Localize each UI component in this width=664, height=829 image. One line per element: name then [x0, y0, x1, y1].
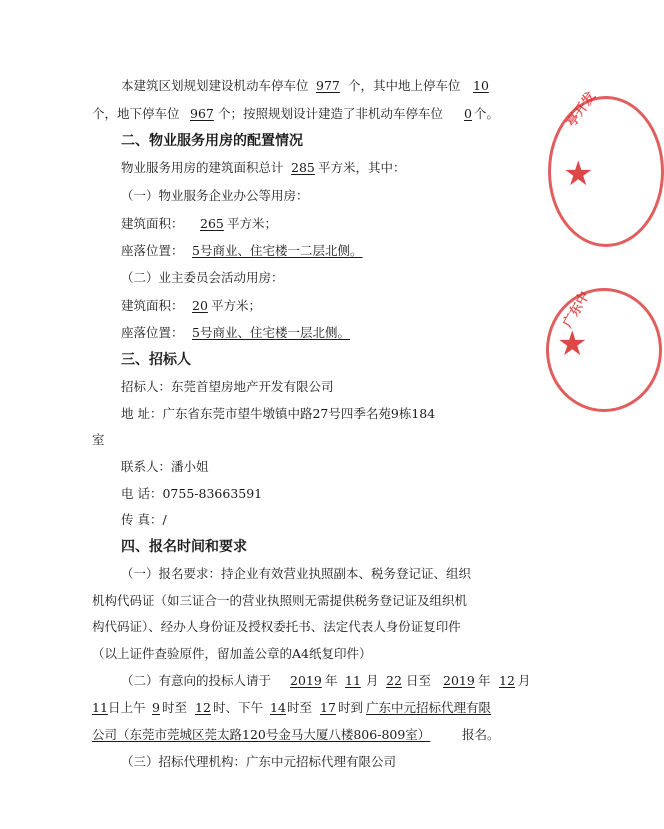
- red-seal-top: [548, 89, 664, 247]
- committee-location-value: 5号商业、住宅楼一层北侧。: [192, 325, 350, 340]
- end-month: 12: [499, 673, 515, 688]
- office-area-unit: 平方米；: [227, 216, 278, 231]
- time-text-month2: 月: [518, 673, 531, 688]
- start-month: 11: [345, 673, 361, 688]
- committee-area-value: 20: [192, 298, 208, 313]
- parking-text-e: 个。: [474, 106, 500, 121]
- morning-start-hour: 9: [152, 700, 160, 715]
- committee-area-unit: 平方米；: [211, 298, 262, 313]
- requirements-line2: 机构代码证（如三证合一的营业执照则无需提供税务登记证及组织机: [92, 593, 468, 608]
- committee-area-label: 建筑面积：: [121, 298, 184, 313]
- end-year: 2019: [443, 673, 475, 688]
- seal-star-icon: ★: [557, 324, 588, 364]
- afternoon-end-hour: 17: [320, 700, 336, 715]
- time-text-to2: 时至: [287, 700, 313, 715]
- parking-text-c: 个，地下停车位: [92, 106, 180, 121]
- ground-parking-value: 10: [473, 78, 489, 93]
- seal-top-text: 亭开发: [564, 89, 599, 130]
- service-area-text-a: 物业服务用房的建筑面积总计: [121, 160, 284, 175]
- tenderer-contact: 联系人：潘小姐: [121, 459, 209, 474]
- committee-location-label: 座落位置：: [121, 325, 184, 340]
- time-text-morning: 日上午: [108, 700, 146, 715]
- seal-bottom-text: 广东中: [560, 289, 593, 331]
- non-motor-parking-value: 0: [464, 106, 472, 121]
- requirements-line4: （以上证件查验原件，留加盖公章的A4纸复印件）: [92, 646, 372, 661]
- tenderer-address-cont: 室: [92, 432, 105, 447]
- tenderer-name: 招标人：东莞首望房地产开发有限公司: [121, 379, 334, 394]
- time-text-arrive: 时到: [338, 700, 364, 715]
- parking-text-d: 个；按照规划设计建造了非机动车停车位: [218, 106, 444, 121]
- requirements-line3: 构代码证）、经办人身份证及授权委托书、法定代表人身份证复印件: [92, 619, 461, 634]
- morning-end-hour: 12: [195, 700, 211, 715]
- office-area-label: 建筑面积：: [121, 216, 184, 231]
- time-text-afternoon: 时、下午: [213, 700, 264, 715]
- total-parking-value: 977: [316, 78, 340, 93]
- parking-text-b: 个，其中地上停车位: [348, 78, 461, 93]
- time-text-year2: 年: [478, 673, 491, 688]
- time-text-register: 报名。: [462, 727, 500, 742]
- service-area-text-b: 平方米，其中：: [318, 160, 406, 175]
- time-text-month1: 月: [366, 673, 379, 688]
- start-year: 2019: [290, 673, 322, 688]
- parking-text-a: 本建筑区划规划建设机动车停车位: [121, 78, 309, 93]
- service-area-total-value: 285: [291, 160, 315, 175]
- time-text-a: （二）有意向的投标人请于: [121, 673, 272, 688]
- office-location-label: 座落位置：: [121, 243, 184, 258]
- section-3-heading: 三、招标人: [121, 352, 191, 368]
- subsection-office-title: （一）物业服务企业办公等用房：: [121, 188, 309, 203]
- seal-star-icon: ★: [563, 154, 594, 194]
- office-area-value: 265: [200, 216, 224, 231]
- tender-agency: （三）招标代理机构：广东中元招标代理有限公司: [121, 754, 397, 769]
- underground-parking-value: 967: [190, 106, 214, 121]
- end-day: 11: [92, 700, 108, 715]
- subsection-committee-title: （二）业主委员会活动用房：: [121, 270, 284, 285]
- agency-name-underlined: 广东中元招标代理有限: [366, 700, 492, 715]
- tenderer-address: 地 址：广东省东莞市望牛墩镇中路27号四季名苑9栋184: [121, 406, 436, 421]
- time-text-year1: 年: [325, 673, 338, 688]
- section-4-heading: 四、报名时间和要求: [121, 539, 247, 555]
- requirements-line1: （一）报名要求：持企业有效营业执照副本、税务登记证、组织: [121, 566, 472, 581]
- tenderer-fax: 传 真：/: [121, 512, 167, 527]
- time-text-to1: 时至: [162, 700, 188, 715]
- afternoon-start-hour: 14: [270, 700, 286, 715]
- time-text-day1: 日至: [406, 673, 432, 688]
- agency-address-underlined: 公司（东莞市莞城区莞太路120号金马大厦八楼806-809室）: [92, 727, 431, 742]
- section-2-heading: 二、物业服务用房的配置情况: [121, 133, 303, 149]
- red-seal-bottom: [546, 288, 662, 412]
- office-location-value: 5号商业、住宅楼一二层北侧。: [192, 243, 363, 258]
- start-day: 22: [386, 673, 402, 688]
- tenderer-phone: 电 话：0755-83663591: [121, 486, 263, 501]
